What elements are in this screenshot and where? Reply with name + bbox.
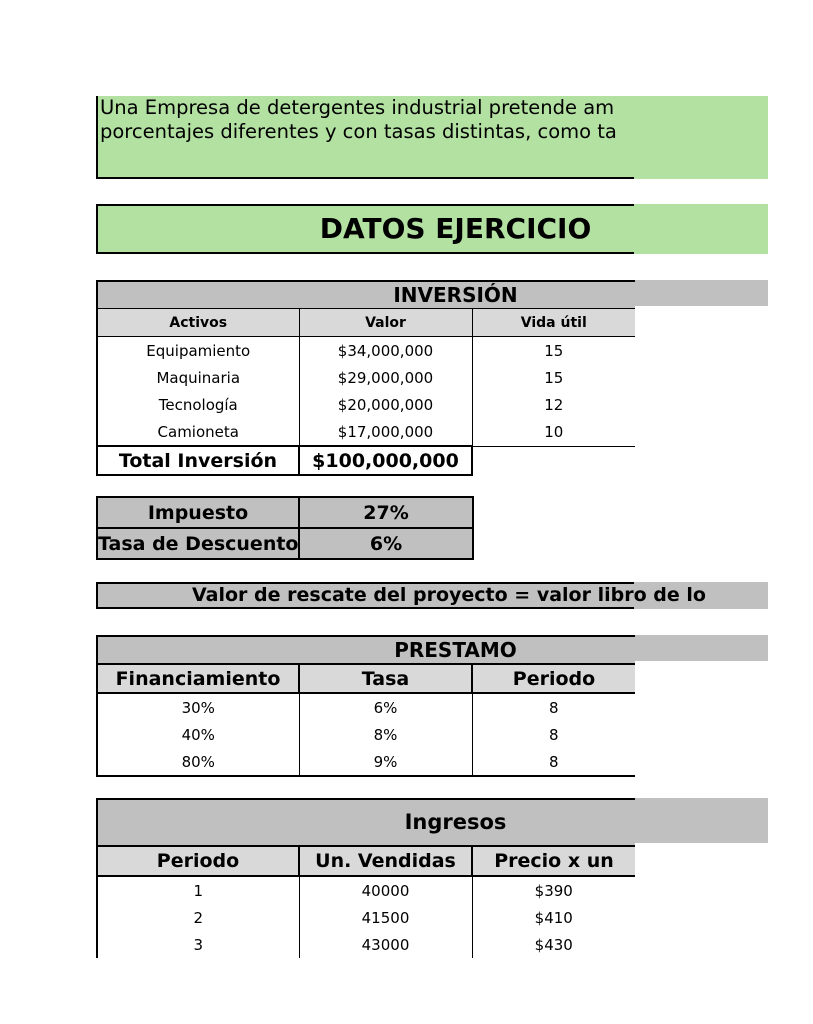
table-cell: 41500 — [299, 904, 472, 931]
prestamo-title: PRESTAMO — [394, 638, 517, 662]
table-cell: 2 — [97, 904, 299, 931]
table-row — [97, 721, 635, 748]
inversion-title: INVERSIÓN — [393, 283, 518, 307]
total-value: $100,000,000 — [299, 446, 472, 475]
table-cell: 10 — [472, 418, 635, 446]
table-row — [97, 748, 635, 776]
impuesto-value: 27% — [299, 497, 473, 528]
table-cell: 12 — [472, 391, 635, 418]
table-cell: 8% — [299, 721, 472, 748]
table-row — [97, 364, 635, 391]
ingresos-table — [96, 798, 635, 958]
table-cell: $20,000,000 — [299, 391, 472, 418]
table-cell: $430 — [472, 931, 635, 958]
column-header: Un. Vendidas — [299, 846, 472, 876]
table-cell: $34,000,000 — [299, 337, 472, 365]
column-header: Periodo — [472, 664, 635, 693]
ingresos-title: Ingresos — [404, 810, 507, 834]
rescate-text: Valor de rescate del proyecto = valor libro de lo — [192, 584, 706, 606]
total-label: Total Inversión — [97, 446, 299, 475]
impuesto-label: Impuesto — [97, 497, 299, 528]
table-cell: $410 — [472, 904, 635, 931]
table-cell: $17,000,000 — [299, 418, 472, 446]
table-cell: 80% — [97, 748, 299, 776]
table-cell: Maquinaria — [97, 364, 299, 391]
table-row — [97, 418, 635, 446]
datos-box — [96, 204, 634, 254]
table-row — [97, 693, 635, 721]
total-empty-cell — [472, 446, 635, 475]
table-cell: $29,000,000 — [299, 364, 472, 391]
inversion-section — [96, 280, 634, 476]
table-cell: 6% — [299, 693, 472, 721]
table-cell: 15 — [472, 337, 635, 365]
prestamo-header-row — [97, 664, 635, 693]
ingresos-section — [96, 798, 634, 958]
table-row — [97, 904, 635, 931]
table-row — [97, 931, 635, 958]
table-cell: 8 — [472, 693, 635, 721]
table-cell: 30% — [97, 693, 299, 721]
intro-box — [96, 96, 634, 179]
column-header: Vida útil — [472, 309, 635, 337]
prestamo-table — [96, 635, 635, 777]
total-row — [97, 446, 635, 475]
ingresos-header-row — [97, 846, 635, 876]
table-cell: 8 — [472, 721, 635, 748]
ingresos-title-cell — [97, 799, 635, 846]
column-header: Valor — [299, 309, 472, 337]
column-header: Precio x un — [472, 846, 635, 876]
parametros-section — [96, 496, 472, 560]
column-header: Tasa — [299, 664, 472, 693]
table-cell: 3 — [97, 931, 299, 958]
prestamo-title-cell — [97, 636, 635, 664]
table-cell: Tecnología — [97, 391, 299, 418]
impuesto-row — [97, 497, 473, 528]
tasa-descuento-label: Tasa de Descuento — [97, 528, 299, 559]
table-row — [97, 337, 635, 365]
rescate-box — [96, 582, 706, 609]
inversion-table — [96, 280, 635, 476]
column-header: Periodo — [97, 846, 299, 876]
prestamo-section — [96, 635, 634, 777]
table-row — [97, 391, 635, 418]
table-cell: 43000 — [299, 931, 472, 958]
table-cell: $390 — [472, 876, 635, 904]
parametros-table — [96, 496, 474, 560]
table-row — [97, 876, 635, 904]
table-cell: 9% — [299, 748, 472, 776]
table-cell: 40% — [97, 721, 299, 748]
table-cell: 40000 — [299, 876, 472, 904]
datos-title: DATOS EJERCICIO — [319, 212, 592, 245]
table-cell: 1 — [97, 876, 299, 904]
tasa-descuento-row — [97, 528, 473, 559]
intro-line-1: Una Empresa de detergentes industrial pretende am — [100, 96, 615, 119]
inversion-title-cell — [97, 281, 635, 309]
tasa-descuento-value: 6% — [299, 528, 473, 559]
table-cell: 15 — [472, 364, 635, 391]
intro-line-2: porcentajes diferentes y con tasas distintas, como ta — [100, 120, 617, 143]
table-cell: 8 — [472, 748, 635, 776]
table-cell: Camioneta — [97, 418, 299, 446]
table-cell: Equipamiento — [97, 337, 299, 365]
inversion-header-row — [97, 309, 635, 337]
column-header: Activos — [97, 309, 299, 337]
column-header: Financiamiento — [97, 664, 299, 693]
